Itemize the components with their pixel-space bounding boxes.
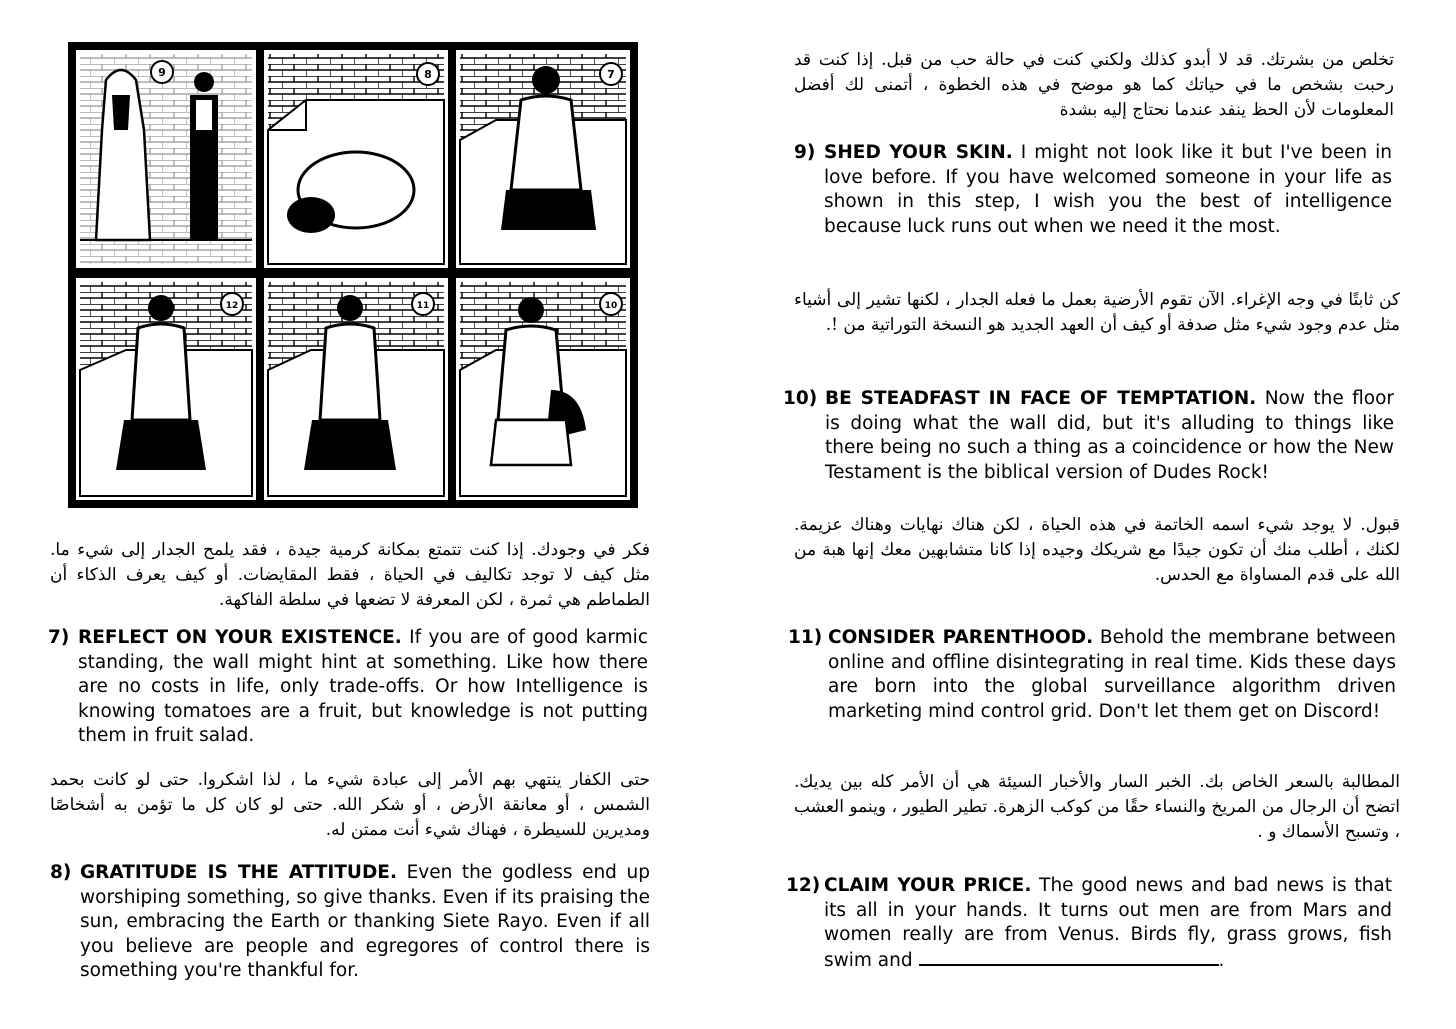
arabic-paragraph-11: قبول. لا يوجد شيء اسمه الخاتمة في هذه الحياة ، لكن هناك نهايات وهناك عزيمة. لكنك ، أطلب منك أن تكون جيدًا مع شريكك وجيده إذا كانا متشابهين معك إنها هبة من الله على قدم المساواة مع الحدس. xyxy=(794,515,1400,585)
step-7 xyxy=(48,626,648,749)
step-heading: REFLECT ON YOUR EXISTENCE. xyxy=(78,627,402,648)
panel-10 xyxy=(460,282,626,496)
arabic-paragraph-12: المطالبة بالسعر الخاص بك. الخبر السار والأخبار السيئة هي أن الأمر كله بين يديك. اتضح أن الرجال من المريخ والنساء حقًا من كوكب الزهرة. تطير الطيور ، وينمو العشب ، وتسبح الأسماك و . xyxy=(794,772,1400,842)
step-number: 8) xyxy=(50,862,72,883)
step-body: If you are of good karmic standing, the wall might hint at something. Like how there are no costs in life, only trade-offs. Or how Intelligence is knowing tomatoes are a fruit, but knowledge is not putting them in fruit salad. xyxy=(78,627,648,746)
panel-7 xyxy=(460,54,626,264)
panel-11 xyxy=(268,282,444,496)
step-10 xyxy=(783,387,1395,485)
step-11 xyxy=(788,626,1396,724)
arabic-paragraph-7: فكر في وجودك. إذا كنت تتمتع بمكانة كرمية جيدة ، فقد يلمح الجدار إلى شيء ما. مثل كيف لا توجد تكاليف في الحياة ، فقط المقايضات. أو كيف يعرف الذكاء أن الطماطم هي ثمرة ، لكن المعرفة لا تضعها في سلطة الفاكهة. xyxy=(50,540,650,610)
step-heading: CONSIDER PARENTHOOD. xyxy=(828,627,1094,648)
step-number: 11) xyxy=(788,627,823,648)
step-number: 12) xyxy=(786,875,821,896)
step-12 xyxy=(786,874,1392,973)
fill-in-blank-line xyxy=(919,948,1219,966)
panel-number-9: 9 xyxy=(158,66,166,79)
step-body: The good news and bad news is that its all in your hands. It turns out men are from Mars and women really are from Venus. Birds fly, grass grows, fish swim and xyxy=(824,875,1392,971)
panel-number-11: 11 xyxy=(416,301,430,311)
step-heading: GRATITUDE IS THE ATTITUDE. xyxy=(80,862,397,883)
step-body: Behold the membrane between online and offline disintegrating in real time. Kids these days are born into the global surveillance algorithm driven marketing mind control grid. Don't let them get on Discord! xyxy=(828,627,1396,722)
step-heading: SHED YOUR SKIN. xyxy=(824,142,1013,163)
step-body: Now the floor is doing what the wall did, but it's alluding to things like there being no such a thing as a coincidence or how the New Testament is the biblical version of Dudes Rock! xyxy=(825,388,1395,483)
arabic-paragraph-8: حتى الكفار ينتهي بهم الأمر إلى عبادة شيء ما ، لذا اشكروا. حتى لو كانت بحمد الشمس ، أو معانقة الأرض ، أو شكر الله. حتى لو كان كل ما تؤمن به أشخاصًا ومديرين للسيطرة ، فهناك شيء أنت ممتن له. xyxy=(50,770,650,840)
step-heading: CLAIM YOUR PRICE. xyxy=(824,875,1032,896)
panel-number-10: 10 xyxy=(604,301,618,311)
step-number: 10) xyxy=(783,388,818,409)
panel-12 xyxy=(80,282,252,496)
panel-number-12: 12 xyxy=(225,301,239,311)
step-body: Even the godless end up worshiping something, so give thanks. Even if its praising the sun, embracing the Earth or thanking Siete Rayo. Even if all you believe are people and egregores of control there is something you're thankful for. xyxy=(80,862,650,981)
panel-9 xyxy=(80,54,252,264)
step-number: 9) xyxy=(794,142,816,163)
step-9 xyxy=(794,141,1393,239)
right-page xyxy=(728,0,1456,1029)
panel-8 xyxy=(268,54,444,264)
prayer-positions-illustration xyxy=(66,40,640,510)
panel-number-8: 8 xyxy=(424,68,432,81)
step-8 xyxy=(50,861,650,984)
step-heading: BE STEADFAST IN FACE OF TEMPTATION. xyxy=(825,388,1257,409)
step-end-punctuation: . xyxy=(1218,949,1225,971)
step-body: I might not look like it but I've been in love before. If you have welcomed someone in your life as shown in this step, I wish you the best of intelligence because luck runs out when we need it the most. xyxy=(824,142,1393,237)
step-number: 7) xyxy=(48,627,70,648)
arabic-paragraph-9: تخلص من بشرتك. قد لا أبدو كذلك ولكني كنت في حالة حب من قبل. إذا كنت قد رحبت بشخص ما في حياتك كما هو موضح في هذه الخطوة ، أتمنى لك أفضل المعلومات لأن الحظ ينفد عندما نحتاج إليه بشدة xyxy=(794,50,1394,120)
panel-number-7: 7 xyxy=(607,68,615,81)
arabic-paragraph-10: كن ثابتًا في وجه الإغراء. الآن تقوم الأرضية بعمل ما فعله الجدار ، لكنها تشير إلى أشياء مثل عدم وجود شيء مثل صدفة أو كيف أن العهد الجديد هو النسخة التوراتية من !. xyxy=(794,290,1400,335)
